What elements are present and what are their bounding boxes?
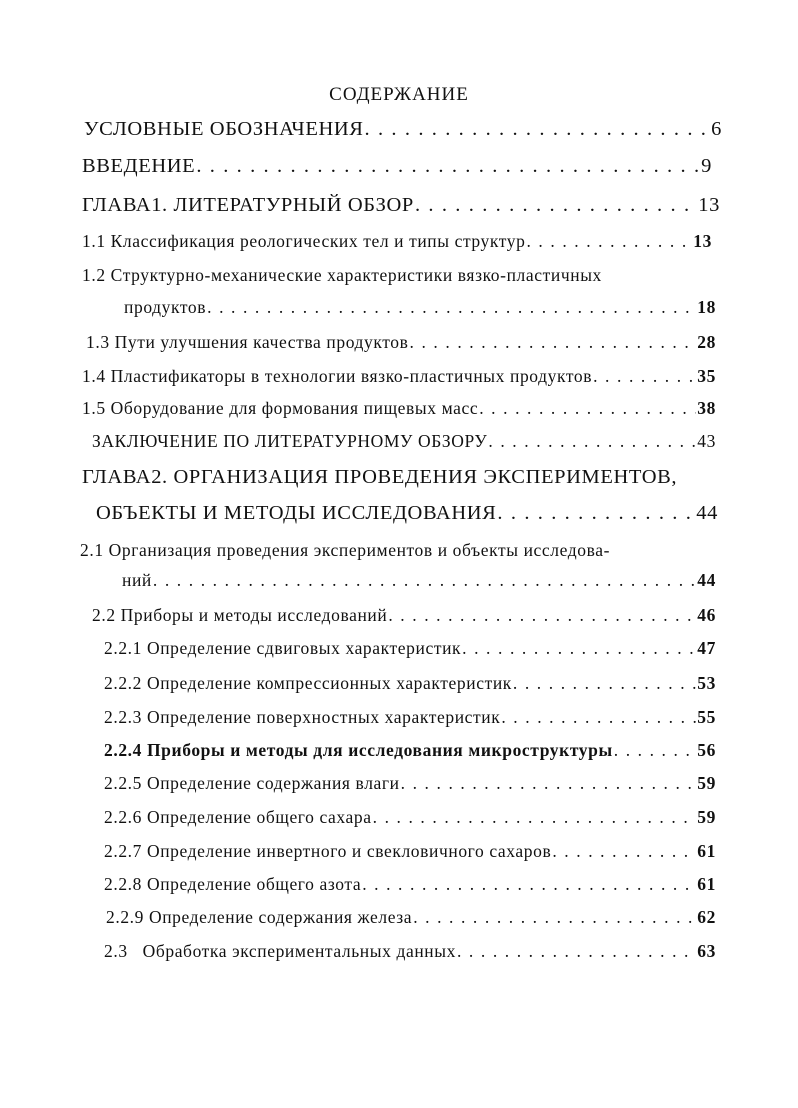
toc-entry-label: 2.2.6 Определение общего сахара (104, 807, 372, 827)
toc-entry-page: 56 (697, 740, 716, 760)
toc-entry (124, 297, 716, 318)
toc-leader-dots (497, 502, 695, 525)
toc-leader-dots (501, 707, 696, 728)
toc-leader-dots (413, 907, 696, 928)
toc-entry-page: 38 (697, 398, 716, 418)
toc-entry-page: 59 (697, 807, 716, 827)
toc-leader-dots (593, 366, 696, 387)
toc-entry-label: ОБЪЕКТЫ И МЕТОДЫ ИССЛЕДОВАНИЯ (96, 502, 497, 524)
toc-leader-dots (401, 773, 697, 794)
toc-entry (82, 366, 716, 387)
toc-entry (82, 231, 712, 252)
toc-entry (82, 194, 720, 217)
toc-entry (96, 502, 718, 525)
toc-entry (104, 773, 716, 794)
toc-entry-label: 2.2.7 Определение инвертного и свекловичного сахаров (104, 841, 552, 861)
toc-entry-label: УСЛОВНЫЕ ОБОЗНАЧЕНИЯ (84, 118, 364, 140)
toc-entry (82, 398, 716, 419)
toc-entry-page: 46 (697, 605, 716, 625)
toc-leader-dots (207, 297, 696, 318)
toc-entry-label: 1.1 Классификация реологических тел и типы структур (82, 231, 526, 251)
toc-entry-page: 59 (697, 773, 716, 793)
toc-entry-label: продуктов (124, 297, 207, 317)
toc-entry-page: 53 (697, 673, 716, 693)
toc-leader-dots (365, 118, 711, 141)
toc-leader-dots (462, 638, 696, 659)
toc-entry (104, 638, 716, 659)
toc-entry-label: 2.2.1 Определение сдвиговых характеристик (104, 638, 462, 658)
toc-leader-dots (196, 155, 700, 178)
toc-leader-dots (373, 807, 697, 828)
toc-leader-dots (479, 398, 696, 419)
toc-entry-page: 61 (697, 841, 716, 861)
toc-entry-page: 35 (697, 366, 716, 386)
toc-entry (122, 570, 716, 591)
toc-leader-dots (415, 194, 697, 217)
toc-entry-label: ний (122, 570, 152, 590)
toc-entry-page: 6 (711, 118, 722, 140)
toc-entry (104, 740, 716, 761)
toc-entry-page: 44 (696, 502, 718, 524)
toc-entry-page: 13 (698, 194, 720, 216)
toc-entry-page: 9 (701, 155, 712, 177)
toc-entry-label: ВВЕДЕНИЕ (82, 155, 196, 177)
toc-entry (92, 431, 716, 452)
toc-entry-page: 47 (697, 638, 716, 658)
toc-entry (104, 673, 716, 694)
toc-leader-dots (513, 673, 696, 694)
toc-entry-page: 44 (697, 570, 716, 590)
toc-entry (104, 841, 716, 862)
toc-leader-dots (552, 841, 696, 862)
toc-entry-page: 13 (693, 231, 712, 251)
toc-entry (86, 332, 716, 353)
toc-entry (84, 118, 722, 141)
toc-entry-label: 2.2.4 Приборы и методы для исследования микроструктуры (104, 740, 613, 760)
toc-entry-label: 1.3 Пути улучшения качества продуктов (86, 332, 409, 352)
toc-entry-label: ГЛАВА1. ЛИТЕРАТУРНЫЙ ОБЗОР (82, 194, 414, 216)
toc-entry-label-line1: 1.2 Структурно-механические характеристики вязко-пластичных (82, 265, 602, 285)
toc-entry (82, 155, 712, 178)
toc-entry-page: 28 (697, 332, 716, 352)
toc-entry (104, 874, 716, 895)
toc-entry-label-line1: 2.1 Организация проведения экспериментов и объекты исследова- (80, 540, 611, 560)
toc-leader-dots (526, 231, 692, 252)
toc-entry-page: 63 (697, 941, 716, 961)
toc-entry-label: 2.3 Обработка экспериментальных данных (104, 941, 456, 961)
toc-entry-page: 61 (697, 874, 716, 894)
toc-leader-dots (457, 941, 696, 962)
toc-entry (104, 807, 716, 828)
toc-entry-label-line1: ГЛАВА2. ОРГАНИЗАЦИЯ ПРОВЕДЕНИЯ ЭКСПЕРИМЕНТОВ, (82, 466, 678, 488)
toc-entry-label: ЗАКЛЮЧЕНИЕ ПО ЛИТЕРАТУРНОМУ ОБЗОРУ (92, 431, 488, 451)
toc-leader-dots (153, 570, 696, 591)
toc-entry (106, 907, 716, 928)
toc-entry-label: 2.2.8 Определение общего азота (104, 874, 362, 894)
toc-entry-page: 18 (697, 297, 716, 317)
toc-leader-dots (614, 740, 697, 761)
toc-entry-label: 2.2.5 Определение содержания влаги (104, 773, 400, 793)
toc-entry-label: 1.4 Пластификаторы в технологии вязко-пластичных продуктов (82, 366, 593, 386)
toc-entry-label: 2.2 Приборы и методы исследований (92, 605, 388, 625)
toc-entry (104, 707, 716, 728)
toc-leader-dots (388, 605, 696, 626)
toc-entry (92, 605, 716, 626)
toc-leader-dots (362, 874, 696, 895)
toc-entry-page: 62 (697, 907, 716, 927)
page-title: СОДЕРЖАНИЕ (329, 84, 469, 105)
toc-entry-label: 2.2.2 Определение компрессионных характеристик (104, 673, 512, 693)
toc-leader-dots (488, 431, 696, 452)
toc-entry-label: 2.2.9 Определение содержания железа (106, 907, 413, 927)
toc-entry-page: 43 (697, 431, 716, 451)
toc-entry-page: 55 (697, 707, 716, 727)
toc-entry-label: 2.2.3 Определение поверхностных характеристик (104, 707, 501, 727)
toc-leader-dots (410, 332, 697, 353)
toc-entry (104, 941, 716, 962)
toc-entry-label: 1.5 Оборудование для формования пищевых масс (82, 398, 479, 418)
